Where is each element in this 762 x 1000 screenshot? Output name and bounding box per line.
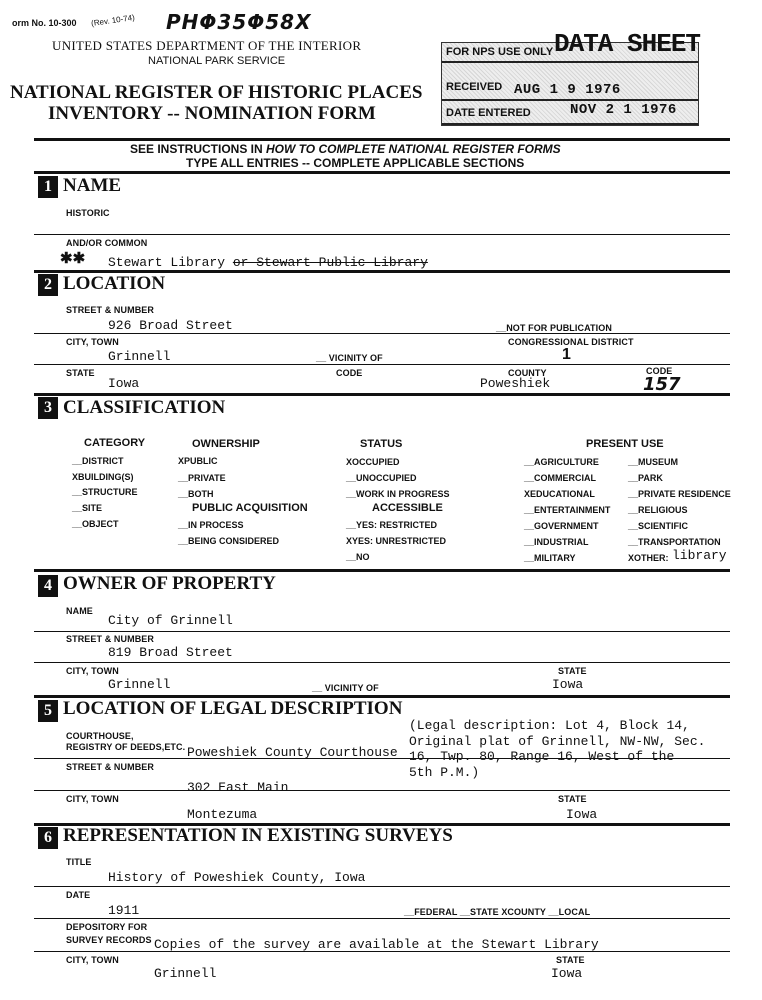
legal-description-line3: 16, Twp. 80, Range 16, West of the: [409, 749, 675, 764]
state-code-label: CODE: [336, 368, 363, 378]
registry-label: REGISTRY OF DEEDS,ETC.: [66, 742, 186, 752]
depository-label-line1: DEPOSITORY FOR: [66, 922, 148, 932]
data-sheet-stamp: DATA SHEET: [554, 29, 701, 59]
category-option: __SITE: [72, 503, 103, 513]
depository-label-line2: SURVEY RECORDS: [66, 935, 152, 945]
section-4-number: 4: [38, 575, 58, 597]
form-revision: (Rev. 10-74): [90, 12, 136, 29]
survey-title-value: History of Poweshiek County, Iowa: [108, 870, 366, 885]
state-label: STATE: [66, 368, 95, 378]
legal-street-label: STREET & NUMBER: [66, 762, 155, 772]
depository-state-value: Iowa: [551, 966, 583, 981]
city-value: Grinnell: [108, 349, 171, 364]
handwritten-reference-id: PHΦ35Φ58X: [166, 10, 312, 34]
instructions-prefix: SEE INSTRUCTIONS IN: [130, 142, 267, 156]
owner-city-label: CITY, TOWN: [66, 666, 119, 676]
common-name-label: AND/OR COMMON: [66, 238, 148, 248]
acquisition-option: __BEING CONSIDERED: [178, 536, 280, 546]
ownership-option: XPUBLIC: [178, 456, 218, 466]
section-5-title: LOCATION OF LEGAL DESCRIPTION: [63, 698, 403, 719]
section-5-number: 5: [38, 700, 58, 722]
present-use-option: __PARK: [628, 473, 663, 483]
present-use-other-value: library: [672, 548, 727, 563]
department-line: UNITED STATES DEPARTMENT OF THE INTERIOR: [52, 38, 362, 53]
congressional-district-label: CONGRESSIONAL DISTRICT: [508, 337, 634, 347]
legal-street-value: 302 East Main: [187, 780, 289, 795]
status-option: __WORK IN PROGRESS: [346, 489, 450, 499]
section-4-title: OWNER OF PROPERTY: [63, 573, 276, 594]
county-code-label: CODE: [646, 366, 673, 376]
present-use-other-label: XOTHER:: [628, 553, 669, 563]
depository-city-label: CITY, TOWN: [66, 955, 119, 965]
present-use-option: __MILITARY: [524, 553, 576, 563]
courthouse-value: Poweshiek County Courthouse: [187, 745, 398, 760]
form-title-line2: INVENTORY -- NOMINATION FORM: [48, 103, 376, 124]
category-option: __STRUCTURE: [72, 487, 138, 497]
survey-title-label: TITLE: [66, 857, 92, 867]
section-2-number: 2: [38, 274, 58, 296]
status-option: XOCCUPIED: [346, 457, 400, 467]
ownership-option: __PRIVATE: [178, 473, 226, 483]
county-label: COUNTY: [508, 368, 547, 378]
county-value: Poweshiek: [480, 376, 551, 391]
common-name-text: Stewart Library: [108, 255, 226, 270]
vicinity-option: __ VICINITY OF: [316, 353, 383, 363]
present-use-option: __ENTERTAINMENT: [524, 505, 611, 515]
present-use-option: __COMMERCIAL: [524, 473, 597, 483]
legal-city-label: CITY, TOWN: [66, 794, 119, 804]
state-value: Iowa: [108, 376, 140, 391]
not-for-publication-option: __NOT FOR PUBLICATION: [496, 323, 612, 333]
survey-date-value: 1911: [108, 903, 140, 918]
county-code-value: 157: [643, 374, 681, 395]
section-1-title: NAME: [63, 175, 122, 196]
depository-value: Copies of the survey are available at the Stewart Library: [154, 937, 599, 952]
instructions-line1: [130, 142, 561, 156]
form-number: orm No. 10-300: [12, 18, 77, 28]
owner-street-label: STREET & NUMBER: [66, 634, 155, 644]
owner-vicinity-option: __ VICINITY OF: [312, 683, 379, 693]
legal-description-line1: (Legal description: Lot 4, Block 14,: [409, 718, 690, 733]
category-option: __DISTRICT: [72, 456, 124, 466]
ownership-header: OWNERSHIP: [192, 438, 260, 450]
owner-name-label: NAME: [66, 606, 93, 616]
street-number-value: 926 Broad Street: [108, 318, 233, 333]
received-date-stamp: AUG 1 9 1976: [514, 82, 621, 98]
status-header: STATUS: [360, 438, 403, 450]
city-town-label: CITY, TOWN: [66, 337, 119, 347]
section-6-title: REPRESENTATION IN EXISTING SURVEYS: [63, 825, 453, 846]
street-number-label: STREET & NUMBER: [66, 305, 155, 315]
section-6-number: 6: [38, 827, 58, 849]
legal-state-label: STATE: [558, 794, 587, 804]
survey-level-options: __FEDERAL __STATE XCOUNTY __LOCAL: [404, 907, 591, 917]
accessible-option: __NO: [346, 552, 370, 562]
present-use-option: __TRANSPORTATION: [628, 537, 721, 547]
category-option: __OBJECT: [72, 519, 119, 529]
accessible-option: __YES: RESTRICTED: [346, 520, 438, 530]
common-name-value: [108, 255, 428, 270]
category-header: CATEGORY: [84, 437, 146, 449]
section-2-title: LOCATION: [63, 273, 166, 294]
owner-city-value: Grinnell: [108, 677, 171, 692]
accessible-header: ACCESSIBLE: [372, 502, 443, 514]
owner-state-value: Iowa: [552, 677, 584, 692]
historic-name-label: HISTORIC: [66, 208, 110, 218]
legal-city-value: Montezuma: [187, 807, 258, 822]
present-use-option: __INDUSTRIAL: [524, 537, 589, 547]
instructions-guide-title: HOW TO COMPLETE NATIONAL REGISTER FORMS: [266, 142, 561, 156]
present-use-option: __RELIGIOUS: [628, 505, 688, 515]
legal-state-value: Iowa: [566, 807, 598, 822]
depository-state-label: STATE: [556, 955, 585, 965]
depository-city-value: Grinnell: [154, 966, 217, 981]
survey-date-label: DATE: [66, 890, 91, 900]
ownership-option: __BOTH: [178, 489, 214, 499]
present-use-option: __AGRICULTURE: [524, 457, 599, 467]
accessible-option: XYES: UNRESTRICTED: [346, 536, 447, 546]
public-acquisition-header: PUBLIC ACQUISITION: [192, 502, 308, 514]
owner-street-value: 819 Broad Street: [108, 645, 233, 660]
common-name-struck-text: or Stewart Public Library: [232, 255, 428, 270]
congressional-district-value: 1: [562, 346, 571, 363]
present-use-option: __PRIVATE RESIDENCE: [628, 489, 731, 499]
present-use-option: __GOVERNMENT: [524, 521, 599, 531]
courthouse-label: COURTHOUSE,: [66, 731, 134, 741]
date-entered-label: DATE ENTERED: [446, 107, 531, 119]
nps-use-only-box: [441, 29, 701, 126]
section-3-title: CLASSIFICATION: [63, 397, 226, 418]
status-option: __UNOCCUPIED: [346, 473, 417, 483]
present-use-option: XEDUCATIONAL: [524, 489, 595, 499]
legal-description-line2: Original plat of Grinnell, NW-NW, Sec.: [409, 734, 706, 749]
entered-date-stamp: NOV 2 1 1976: [570, 102, 677, 118]
received-label: RECEIVED: [446, 81, 503, 93]
nps-use-only-label: FOR NPS USE ONLY: [446, 46, 554, 58]
form-title-line1: NATIONAL REGISTER OF HISTORIC PLACES: [10, 82, 423, 103]
acquisition-option: __IN PROCESS: [178, 520, 244, 530]
category-option: XBUILDING(S): [72, 472, 134, 482]
asterisk-marks: ✱✱: [60, 250, 86, 267]
legal-description-line4: 5th P.M.): [409, 765, 480, 780]
present-use-option: __SCIENTIFIC: [628, 521, 689, 531]
owner-name-value: City of Grinnell: [108, 613, 233, 628]
section-1-number: 1: [38, 176, 58, 198]
instructions-line2: TYPE ALL ENTRIES -- COMPLETE APPLICABLE SECTIONS: [186, 156, 525, 170]
owner-state-label: STATE: [558, 666, 587, 676]
present-use-option: __MUSEUM: [628, 457, 679, 467]
agency-line: NATIONAL PARK SERVICE: [148, 55, 286, 67]
section-3-number: 3: [38, 397, 58, 419]
present-use-header: PRESENT USE: [586, 438, 664, 450]
